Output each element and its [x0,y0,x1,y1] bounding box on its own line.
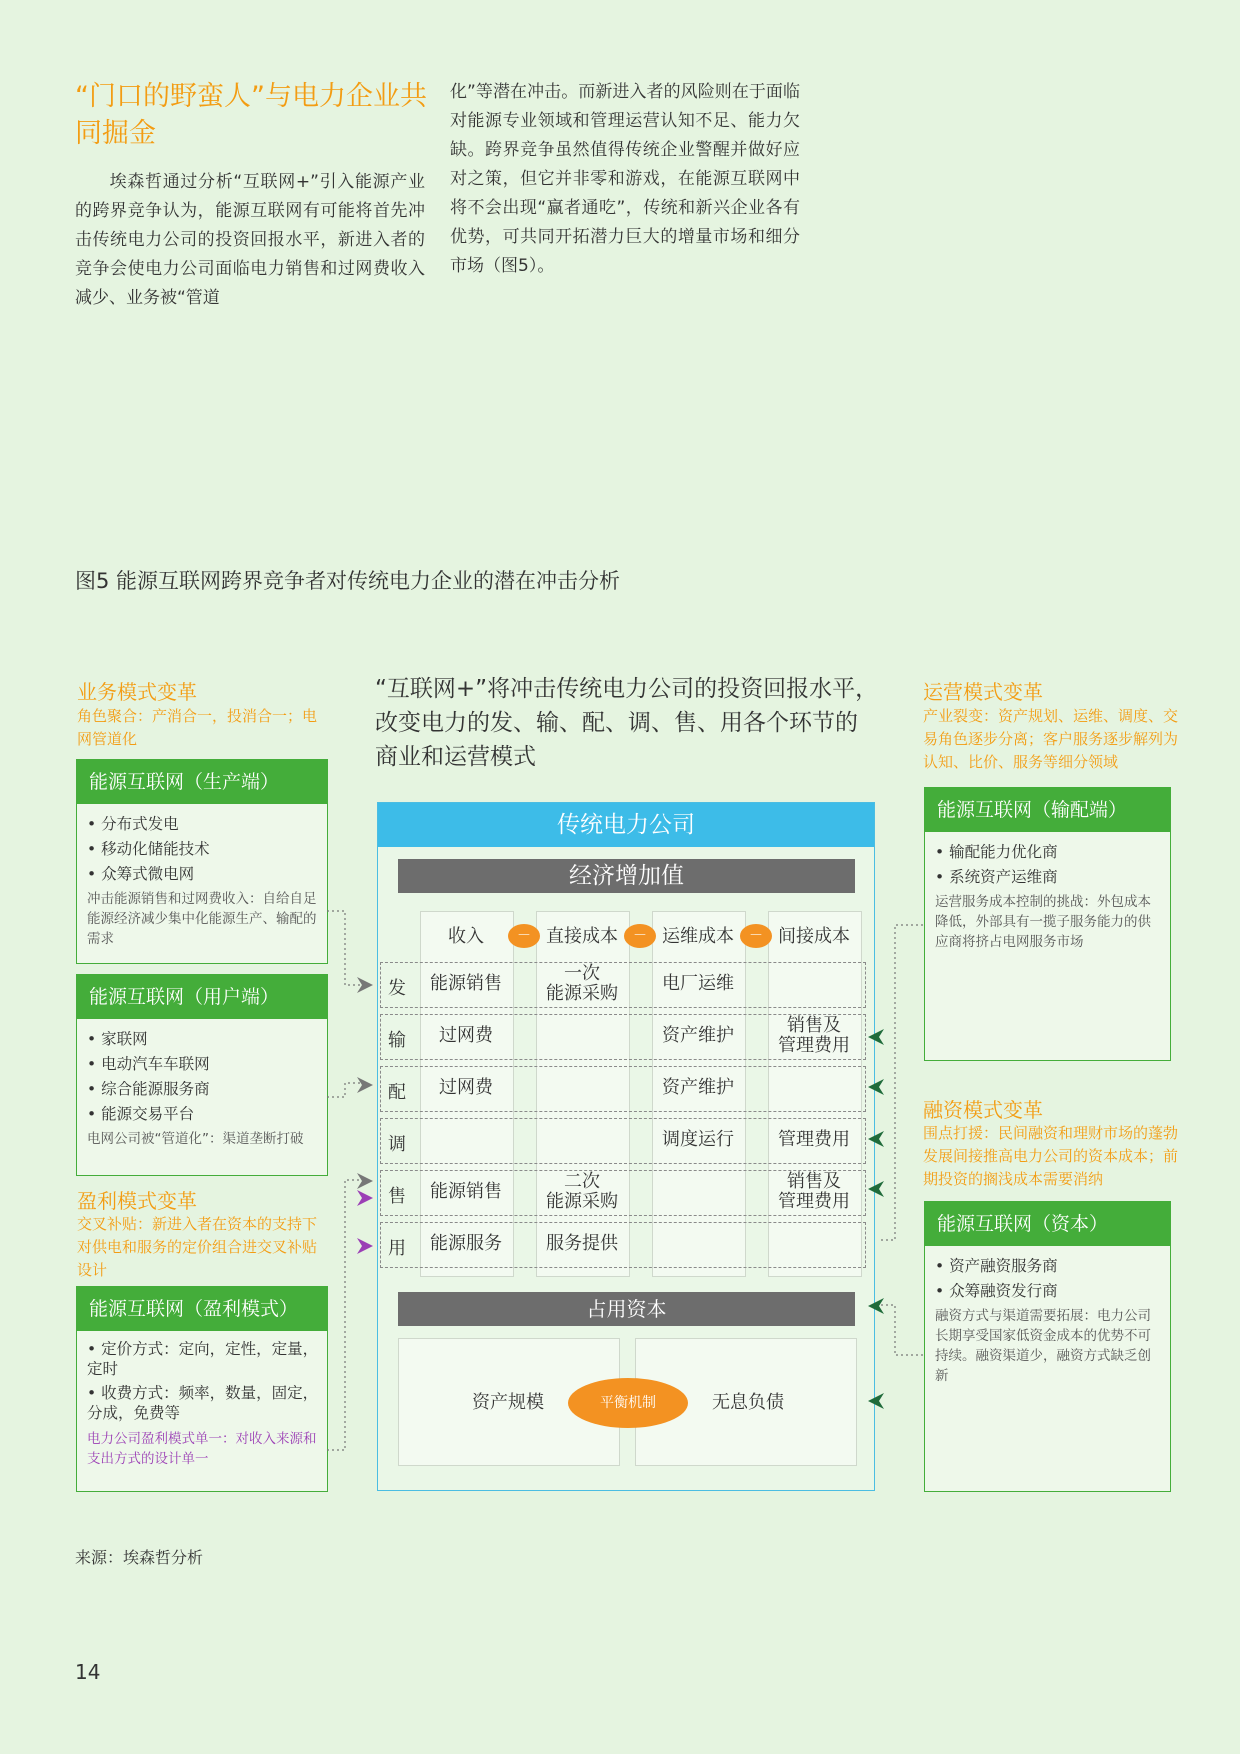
box-production-header: 能源互联网（生产端） [77,760,327,804]
balance-mechanism-oval: 平衡机制 [568,1378,688,1428]
table-cell: 服务提供 [546,1233,618,1254]
list-item: • 收费方式：频率，数量，固定，分成，免费等 [87,1383,319,1423]
row-label: 售 [388,1186,406,1207]
box-profit-note: 电力公司盈利模式单一：对收入来源和支出方式的设计单一 [87,1431,317,1467]
ops-model-title: 运营模式变革 [923,680,1043,704]
ops-model-subtitle: 产业裂变：资产规划、运维、调度、交易角色逐步分离；客户服务逐步解列为认知、比价、服务等细分领域 [923,707,1179,771]
article-paragraph-1: 埃森哲通过分析“互联网+”引入能源产业的跨界竞争认为，能源互联网有可能将首先冲击传统电力公司的投资回报水平，新进入者的竞争会使电力公司面临电力销售和过网费收入减少、业务被“管道 [75,172,425,308]
row-label: 发 [388,978,406,999]
figure-title: 图5 能源互联网跨界竞争者对传统电力企业的潜在冲击分析 [75,569,621,593]
figure-source: 来源：埃森哲分析 [75,1548,204,1567]
list-item: • 系统资产运维商 [935,865,1162,890]
list-item: • 电动汽车车联网 [87,1052,319,1077]
table-cell: 销售及 管理费用 [778,1171,850,1212]
business-model-subtitle: 角色聚合：产消合一，投消合一；电网管道化 [77,707,318,748]
left-arrow-icon [868,1079,884,1095]
minus-icon: － [624,924,656,948]
left-arrow-icon [868,1181,884,1197]
list-item: • 综合能源服务商 [87,1077,319,1102]
right-arrow-icon [357,1173,373,1189]
list-item: • 家联网 [87,1027,319,1052]
list-item: • 移动化储能技术 [87,837,319,862]
table-cell: 能源销售 [430,973,502,994]
left-arrow-icon [868,1029,884,1045]
finance-model-title: 融资模式变革 [923,1098,1043,1122]
article-paragraph-2: 化”等潜在冲击。而新进入者的风险则在于面临对能源专业领域和管理运营认知不足、能力欠缺。跨界竞争虽然值得传统企业警醒并做好应对之策，但它并非零和游戏，在能源互联网中将不会出现“赢者通吃”，传统和新兴企业各有优势，可共同开拓潜力巨大的增量市场和细分市场（图5）。 [450,82,800,276]
finance-model-subtitle: 围点打援：民间融资和理财市场的蓬勃发展间接推高电力公司的资本成本；前期投资的搁浅成本需要消纳 [923,1124,1179,1188]
right-arrow-icon [357,1190,373,1206]
arrow-icon [357,977,373,1254]
table-cell: 资产维护 [662,1077,734,1098]
profit-model-subtitle: 交叉补贴：新进入者在资本的支持下对供电和服务的定价组合进交叉补贴设计 [77,1215,318,1279]
table-cell: 能源销售 [430,1181,502,1202]
row-label: 输 [388,1030,406,1051]
table-cell: 管理费用 [778,1129,850,1150]
center-intro: “互联网+”将冲击传统电力公司的投资回报水平，改变电力的发、输、配、调、售、用各个环节的商业和运营模式 [375,676,879,770]
box-transmission-note: 运营服务成本控制的挑战：外包成本降低，外部具有一揽子服务能力的供应商将挤占电网服务市场 [935,894,1151,950]
box-profit-header: 能源互联网（盈利模式） [77,1287,327,1331]
left-arrow-icon [868,1298,884,1314]
liability-label: 无息负债 [712,1392,784,1413]
left-arrow-icon [868,1131,884,1147]
list-item: • 资产融资服务商 [935,1254,1162,1279]
table-cell: 二次 能源采购 [546,1171,618,1212]
list-item: • 众筹式微电网 [87,862,319,887]
article-title: “门口的野蛮人”与电力企业共同掘金 [75,81,427,149]
box-transmission-header: 能源互联网（输配端） [925,788,1170,832]
column-header: 间接成本 [778,926,850,947]
row-label: 配 [388,1082,406,1103]
column-header: 运维成本 [662,926,734,947]
assets-label: 资产规模 [472,1392,544,1413]
list-item: • 输配能力优化商 [935,840,1162,865]
business-model-title: 业务模式变革 [77,680,197,704]
box-capital-note: 融资方式与渠道需要拓展：电力公司长期享受国家低资金成本的优势不可持续。融资渠道少，融资方式缺乏创新 [935,1308,1151,1384]
list-item: • 分布式发电 [87,812,319,837]
row-label: 用 [388,1238,406,1259]
page-number: 14 [75,1660,101,1684]
box-user-note: 电网公司被“管道化”：渠道垄断打破 [87,1131,304,1147]
column-header: 直接成本 [546,926,618,947]
box-capital-header: 能源互联网（资本） [925,1202,1170,1246]
column-header: 收入 [448,926,484,947]
table-cell: 调度运行 [662,1129,734,1150]
company-header: 传统电力公司 [378,803,874,847]
profit-model-title: 盈利模式变革 [77,1189,197,1213]
table-cell: 销售及 管理费用 [778,1015,850,1056]
table-cell: 过网费 [439,1077,493,1098]
row-label: 调 [388,1134,406,1155]
table-cell: 一次 能源采购 [546,963,618,1004]
table-cell: 过网费 [439,1025,493,1046]
value-added-bar: 经济增加值 [398,859,855,893]
box-production-note: 冲击能源销售和过网费收入：自给自足能源经济减少集中化能源生产、输配的需求 [87,891,317,947]
right-arrow-icon [357,1238,373,1254]
minus-icon: － [508,924,540,948]
list-item: • 众筹融资发行商 [935,1279,1162,1304]
capital-bar: 占用资本 [398,1292,855,1326]
minus-icon: － [740,924,772,948]
list-item: • 能源交易平台 [87,1102,319,1127]
right-arrow-icon [357,1077,373,1093]
left-arrow-icon [868,1393,884,1409]
box-user-header: 能源互联网（用户端） [77,975,327,1019]
list-item: • 定价方式：定向，定性，定量，定时 [87,1339,319,1379]
table-cell: 能源服务 [430,1233,502,1254]
table-cell: 资产维护 [662,1025,734,1046]
table-cell: 电厂运维 [662,973,734,994]
